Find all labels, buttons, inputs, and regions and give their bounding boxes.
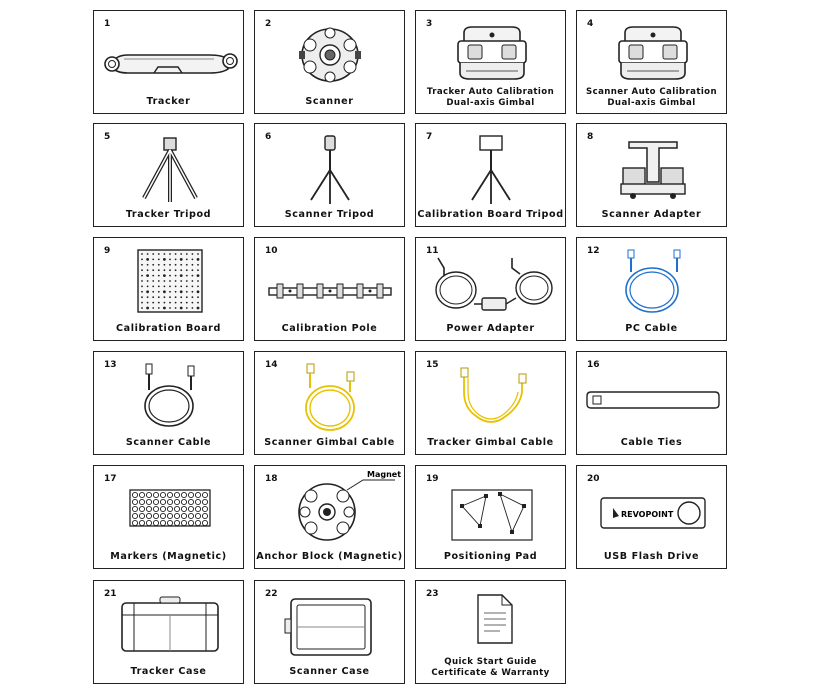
board-dot [180, 269, 182, 271]
board-dot [175, 275, 177, 277]
board-dot [141, 302, 143, 304]
marker-dot [202, 520, 207, 525]
board-dot [197, 296, 199, 298]
board-dot [197, 253, 199, 255]
board-dot [186, 264, 188, 266]
board-dot [152, 302, 154, 304]
item-label-line2: Dual-axis Gimbal [446, 98, 535, 108]
board-dot [158, 269, 160, 271]
marker-dot [153, 499, 158, 504]
marker-dot [195, 499, 200, 504]
board-dot [147, 280, 149, 282]
board-dot [180, 286, 182, 288]
board-dot [164, 302, 166, 304]
board-dot [152, 291, 154, 293]
item-card-tracker [93, 10, 244, 114]
board-dot [186, 296, 188, 298]
marker-dot [146, 492, 151, 497]
marker-dot [132, 506, 137, 511]
board-dot [147, 302, 149, 304]
item-label: USB Flash Drive [603, 551, 700, 562]
board-dot [180, 280, 182, 282]
marker-dot [146, 506, 151, 511]
item-number: 9 [104, 246, 111, 256]
item-card-tracker-gimbal-cable [415, 351, 566, 455]
marker-dot [181, 492, 186, 497]
board-dot [141, 296, 143, 298]
item-number: 16 [587, 360, 600, 370]
board-dot [141, 280, 143, 282]
board-dot [197, 302, 199, 304]
board-dot [197, 269, 199, 271]
item-label [416, 87, 565, 109]
marker-dot [188, 499, 193, 504]
item-label [416, 657, 565, 679]
board-dot [180, 264, 182, 266]
item-number: 18 [265, 474, 278, 484]
board-dot [158, 280, 160, 282]
board-dot [164, 286, 166, 288]
board-dot [152, 253, 154, 255]
marker-dot [160, 492, 165, 497]
board-dot [175, 259, 177, 261]
marker-dot [160, 513, 165, 518]
item-label-line1: Tracker Auto Calibration [426, 87, 555, 97]
marker-dot [132, 513, 137, 518]
board-dot [163, 307, 166, 310]
board-dot [152, 296, 154, 298]
board-dot [152, 286, 154, 288]
board-dot [197, 264, 199, 266]
item-label: Markers (Magnetic) [110, 551, 227, 562]
item-card-tracker-gimbal [415, 10, 566, 114]
marker-dot [188, 513, 193, 518]
item-label: Scanner Case [289, 666, 370, 677]
board-dot [192, 275, 194, 277]
marker-dot [167, 520, 172, 525]
item-card-usb-flash-drive [576, 465, 727, 569]
board-dot [169, 286, 171, 288]
board-dot [152, 275, 154, 277]
board-dot [169, 253, 171, 255]
board-dot [186, 269, 188, 271]
board-dot [175, 280, 177, 282]
item-number: 4 [587, 19, 594, 29]
board-dot [175, 264, 177, 266]
board-dot [186, 291, 188, 293]
board-dot [197, 307, 200, 310]
item-number: 1 [104, 19, 111, 29]
board-dot [146, 290, 149, 293]
marker-dot [153, 520, 158, 525]
item-label: Tracker Tripod [125, 209, 212, 220]
marker-dot [160, 499, 165, 504]
board-dot [186, 259, 188, 261]
item-label: Power Adapter [446, 323, 535, 334]
board-dot [169, 275, 171, 277]
item-label: Scanner Cable [125, 437, 212, 448]
board-dot [192, 307, 194, 309]
item-number: 2 [265, 19, 272, 29]
board-dot [192, 264, 194, 266]
board-dot [163, 274, 166, 277]
board-dot [180, 296, 182, 298]
board-dot [175, 286, 177, 288]
board-dot [169, 291, 171, 293]
marker-dot [153, 492, 158, 497]
board-dot [192, 302, 194, 304]
item-label: Cable Ties [620, 437, 683, 448]
board-dot [152, 280, 154, 282]
board-dot [186, 280, 188, 282]
board-dot [180, 274, 183, 277]
board-dot [147, 253, 149, 255]
item-label: Scanner [305, 96, 354, 107]
board-dot [169, 307, 171, 309]
item-card-scanner-gimbal-cable [254, 351, 405, 455]
board-dot [169, 302, 171, 304]
item-label: PC Cable [625, 323, 678, 334]
board-dot [192, 280, 194, 282]
marker-dot [132, 499, 137, 504]
board-dot [141, 264, 143, 266]
marker-dot [202, 506, 207, 511]
item-number: 17 [104, 474, 117, 484]
board-dot [146, 307, 149, 310]
board-dot [158, 275, 160, 277]
item-label [577, 87, 726, 109]
marker-dot [202, 499, 207, 504]
marker-dot [202, 492, 207, 497]
item-card-quick-start-guide [415, 580, 566, 684]
board-dot [175, 253, 177, 255]
board-dot [169, 296, 171, 298]
board-dot [186, 275, 188, 277]
item-card-markers [93, 465, 244, 569]
board-dot [158, 307, 160, 309]
board-dot [186, 302, 188, 304]
marker-dot [146, 520, 151, 525]
board-dot [163, 290, 166, 293]
board-dot [146, 258, 149, 261]
marker-dot [139, 499, 144, 504]
item-card-scanner-adapter [576, 123, 727, 227]
item-card-scanner-gimbal [576, 10, 727, 114]
board-dot [180, 302, 182, 304]
board-dot [147, 269, 149, 271]
item-card-tracker-case [93, 580, 244, 684]
board-dot [180, 253, 182, 255]
board-dot [192, 296, 194, 298]
marker-dot [139, 506, 144, 511]
board-dot [164, 280, 166, 282]
board-dot [164, 269, 166, 271]
board-dot [197, 280, 199, 282]
board-dot [152, 264, 154, 266]
board-dot [152, 269, 154, 271]
board-dot [180, 307, 183, 310]
marker-dot [132, 520, 137, 525]
item-number: 7 [426, 132, 433, 142]
item-label: Scanner Gimbal Cable [264, 437, 395, 448]
marker-dot [174, 492, 179, 497]
marker-dot [202, 513, 207, 518]
board-dot [158, 296, 160, 298]
item-label-line1: Quick Start Guide [444, 657, 537, 667]
item-label: Tracker [146, 96, 191, 107]
item-card-cable-ties [576, 351, 727, 455]
board-dot [158, 253, 160, 255]
board-dot [147, 264, 149, 266]
item-label: Scanner Tripod [284, 209, 375, 220]
board-dot [169, 264, 171, 266]
board-dot [164, 253, 166, 255]
board-dot [197, 258, 200, 261]
marker-dot [195, 506, 200, 511]
board-dot [158, 264, 160, 266]
usb-brand: REVOPOINT [621, 510, 674, 519]
board-dot [169, 259, 171, 261]
board-dot [164, 296, 166, 298]
item-card-calibration-board-tripod [415, 123, 566, 227]
board-dot [175, 269, 177, 271]
item-card-anchor-block [254, 465, 405, 569]
board-dot [152, 307, 154, 309]
marker-dot [139, 520, 144, 525]
board-dot [169, 269, 171, 271]
marker-dot [167, 513, 172, 518]
item-number: 3 [426, 19, 433, 29]
item-label: Calibration Board Tripod [417, 209, 564, 220]
board-dot [147, 286, 149, 288]
marker-dot [181, 506, 186, 511]
marker-dot [160, 520, 165, 525]
item-label: Positioning Pad [443, 551, 538, 562]
marker-dot [174, 506, 179, 511]
board-dot [175, 291, 177, 293]
board-dot [186, 307, 188, 309]
marker-dot [181, 513, 186, 518]
board-dot [163, 258, 166, 261]
item-number: 12 [587, 246, 600, 256]
board-dot [164, 264, 166, 266]
item-number: 10 [265, 246, 278, 256]
marker-dot [195, 513, 200, 518]
marker-dot [174, 520, 179, 525]
board-dot [158, 302, 160, 304]
board-dot [180, 258, 183, 261]
item-card-scanner-tripod [254, 123, 405, 227]
marker-dot [174, 513, 179, 518]
marker-dot [188, 506, 193, 511]
item-number: 14 [265, 360, 278, 370]
board-dot [141, 269, 143, 271]
board-dot [175, 302, 177, 304]
marker-dot [153, 506, 158, 511]
board-dot [147, 296, 149, 298]
item-number: 6 [265, 132, 272, 142]
marker-dot [160, 506, 165, 511]
board-dot [175, 307, 177, 309]
board-dot [192, 291, 194, 293]
marker-dot [195, 520, 200, 525]
item-card-tracker-tripod [93, 123, 244, 227]
board-dot [141, 259, 143, 261]
board-dot [197, 274, 200, 277]
item-number: 20 [587, 474, 600, 484]
marker-dot [146, 499, 151, 504]
marker-dot [139, 492, 144, 497]
board-dot [186, 286, 188, 288]
item-label: Tracker Gimbal Cable [427, 437, 554, 448]
board-dot [141, 291, 143, 293]
marker-dot [167, 506, 172, 511]
board-dot [197, 286, 199, 288]
board-dot [197, 290, 200, 293]
item-label: Scanner Adapter [601, 209, 702, 220]
item-label-line1: Scanner Auto Calibration [585, 87, 717, 97]
item-card-scanner-case [254, 580, 405, 684]
board-dot [192, 269, 194, 271]
item-card-calibration-board [93, 237, 244, 341]
board-dot [158, 291, 160, 293]
board-dot [169, 280, 171, 282]
magnet-callout: Magnet [367, 470, 402, 479]
board-dot [186, 253, 188, 255]
marker-dot [174, 499, 179, 504]
item-label: Tracker Case [130, 666, 207, 677]
item-number: 13 [104, 360, 117, 370]
board-dot [192, 253, 194, 255]
board-dot [192, 259, 194, 261]
marker-dot [139, 513, 144, 518]
item-label-line2: Dual-axis Gimbal [607, 98, 696, 108]
marker-dot [188, 492, 193, 497]
item-number: 19 [426, 474, 439, 484]
marker-dot [181, 520, 186, 525]
marker-dot [167, 499, 172, 504]
item-number: 15 [426, 360, 439, 370]
item-card-calibration-pole [254, 237, 405, 341]
item-label: Calibration Pole [281, 323, 378, 334]
board-dot [192, 286, 194, 288]
item-number: 5 [104, 132, 111, 142]
item-card-scanner-cable [93, 351, 244, 455]
item-card-scanner [254, 10, 405, 114]
board-dot [141, 307, 143, 309]
marker-dot [195, 492, 200, 497]
board-dot [146, 274, 149, 277]
marker-dot [188, 520, 193, 525]
board-dot [180, 290, 183, 293]
item-number: 11 [426, 246, 439, 256]
item-card-power-adapter [415, 237, 566, 341]
board-dot [158, 286, 160, 288]
item-number: 23 [426, 589, 439, 599]
board-dot [141, 253, 143, 255]
item-number: 21 [104, 589, 117, 599]
item-card-positioning-pad [415, 465, 566, 569]
board-dot [141, 275, 143, 277]
board-dot [175, 296, 177, 298]
item-label-line2: Certificate & Warranty [431, 668, 550, 678]
marker-dot [153, 513, 158, 518]
item-number: 8 [587, 132, 594, 142]
item-label: Calibration Board [116, 323, 221, 334]
item-label: Anchor Block (Magnetic) [256, 551, 403, 562]
marker-dot [167, 492, 172, 497]
marker-dot [181, 499, 186, 504]
item-card-pc-cable [576, 237, 727, 341]
board-dot [158, 259, 160, 261]
item-number: 22 [265, 589, 278, 599]
board-dot [141, 286, 143, 288]
marker-dot [146, 513, 151, 518]
board-dot [152, 259, 154, 261]
marker-dot [132, 492, 137, 497]
